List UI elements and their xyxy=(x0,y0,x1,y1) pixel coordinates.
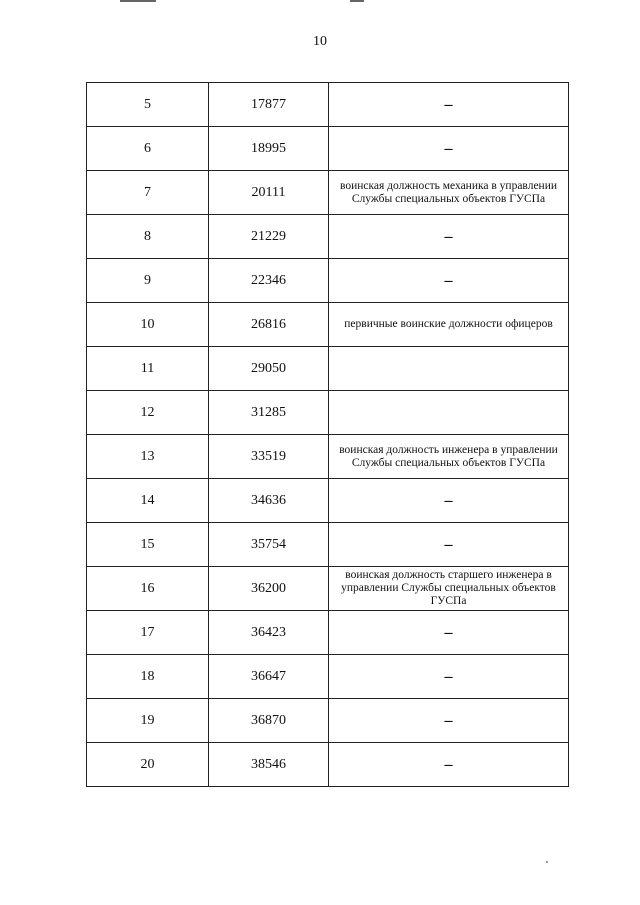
scan-edge-mark-left xyxy=(120,0,156,2)
row-note-cell: – xyxy=(329,523,569,567)
row-value-cell: 31285 xyxy=(209,391,329,435)
row-note-cell: – xyxy=(329,699,569,743)
row-index-cell: 9 xyxy=(87,259,209,303)
row-index-cell: 16 xyxy=(87,567,209,611)
table-row xyxy=(87,391,569,435)
salary-table xyxy=(86,82,569,787)
row-note-cell: – xyxy=(329,215,569,259)
table-row xyxy=(87,699,569,743)
row-index-cell: 5 xyxy=(87,83,209,127)
row-value-cell: 26816 xyxy=(209,303,329,347)
row-note-cell: – xyxy=(329,479,569,523)
table-row xyxy=(87,435,569,479)
table-row xyxy=(87,259,569,303)
row-index-cell: 15 xyxy=(87,523,209,567)
row-index-cell: 20 xyxy=(87,743,209,787)
row-value-cell: 36200 xyxy=(209,567,329,611)
row-index-cell: 6 xyxy=(87,127,209,171)
scan-edge-mark-right xyxy=(350,0,364,2)
row-note-cell: воинская должность инженера в управлении Службы специальных объектов ГУСПа xyxy=(329,435,569,479)
row-value-cell: 18995 xyxy=(209,127,329,171)
table-row xyxy=(87,171,569,215)
row-index-cell: 8 xyxy=(87,215,209,259)
row-note-cell xyxy=(329,391,569,435)
table-row xyxy=(87,83,569,127)
table-row xyxy=(87,479,569,523)
row-index-cell: 14 xyxy=(87,479,209,523)
row-note-cell: – xyxy=(329,655,569,699)
table-row xyxy=(87,523,569,567)
row-value-cell: 34636 xyxy=(209,479,329,523)
row-note-cell: первичные воинские должности офицеров xyxy=(329,303,569,347)
row-note-cell: воинская должность старшего инженера в управлении Службы специальных объектов ГУСПа xyxy=(329,567,569,611)
row-note-cell: воинская должность механика в управлении Службы специальных объектов ГУСПа xyxy=(329,171,569,215)
row-note-cell: – xyxy=(329,83,569,127)
row-index-cell: 12 xyxy=(87,391,209,435)
table-row xyxy=(87,215,569,259)
table-body xyxy=(87,83,569,787)
row-index-cell: 18 xyxy=(87,655,209,699)
row-value-cell: 20111 xyxy=(209,171,329,215)
row-index-cell: 17 xyxy=(87,611,209,655)
row-value-cell: 35754 xyxy=(209,523,329,567)
row-index-cell: 7 xyxy=(87,171,209,215)
row-note-cell: – xyxy=(329,259,569,303)
table-row xyxy=(87,127,569,171)
table-row xyxy=(87,655,569,699)
row-value-cell: 21229 xyxy=(209,215,329,259)
row-value-cell: 22346 xyxy=(209,259,329,303)
row-note-cell xyxy=(329,347,569,391)
row-note-cell: – xyxy=(329,127,569,171)
row-value-cell: 38546 xyxy=(209,743,329,787)
table-row xyxy=(87,743,569,787)
row-note-cell: – xyxy=(329,743,569,787)
row-value-cell: 17877 xyxy=(209,83,329,127)
row-index-cell: 11 xyxy=(87,347,209,391)
row-value-cell: 36870 xyxy=(209,699,329,743)
row-index-cell: 10 xyxy=(87,303,209,347)
row-index-cell: 19 xyxy=(87,699,209,743)
row-value-cell: 33519 xyxy=(209,435,329,479)
table-row xyxy=(87,303,569,347)
table-row xyxy=(87,347,569,391)
row-value-cell: 29050 xyxy=(209,347,329,391)
table-row xyxy=(87,567,569,611)
row-value-cell: 36423 xyxy=(209,611,329,655)
row-value-cell: 36647 xyxy=(209,655,329,699)
row-index-cell: 13 xyxy=(87,435,209,479)
page-number: 10 xyxy=(313,34,327,49)
row-note-cell: – xyxy=(329,611,569,655)
scan-speck xyxy=(546,861,548,863)
table-row xyxy=(87,611,569,655)
